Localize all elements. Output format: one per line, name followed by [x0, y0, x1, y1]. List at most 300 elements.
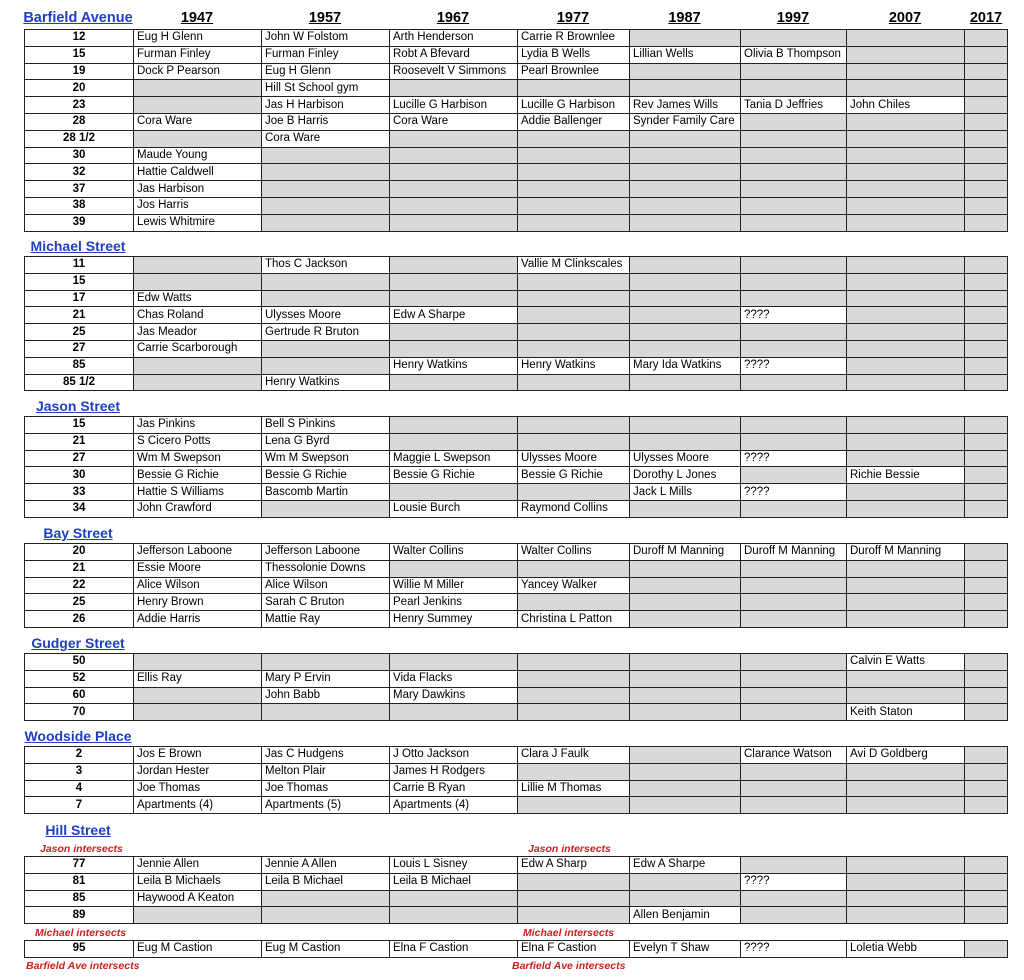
resident-cell — [518, 340, 630, 357]
resident-cell: Dorothy L Jones — [630, 467, 741, 484]
resident-cell — [630, 273, 741, 290]
resident-cell: Pearl Brownlee — [518, 63, 630, 80]
house-number-cell: 19 — [25, 63, 134, 80]
resident-cell: Jas Meador — [134, 324, 262, 341]
resident-cell — [134, 357, 262, 374]
house-number-cell: 39 — [25, 214, 134, 231]
table-row — [25, 164, 1008, 181]
house-number-cell: 15 — [25, 417, 134, 434]
year-header-1967: 1967 — [436, 10, 470, 26]
resident-cell — [847, 594, 965, 611]
resident-cell: Ellis Ray — [134, 670, 262, 687]
resident-cell — [741, 577, 847, 594]
resident-cell: Duroff M Manning — [741, 544, 847, 561]
resident-cell: Jefferson Laboone — [134, 544, 262, 561]
street-title-hill-street[interactable]: Hill Street — [45, 822, 111, 838]
resident-cell — [630, 797, 741, 814]
resident-cell: Apartments (5) — [262, 797, 390, 814]
year-header-1947: 1947 — [180, 10, 214, 26]
house-number-cell: 38 — [25, 197, 134, 214]
note-jason-intersects-left: Jason intersects — [40, 843, 123, 855]
resident-cell — [518, 670, 630, 687]
resident-cell — [630, 290, 741, 307]
resident-cell: Eug M Castion — [134, 941, 262, 958]
resident-cell — [965, 873, 1008, 890]
resident-cell: Evelyn T Shaw — [630, 941, 741, 958]
house-number-cell: 30 — [25, 147, 134, 164]
house-number-cell: 28 — [25, 113, 134, 130]
resident-cell — [630, 654, 741, 671]
table-row — [25, 63, 1008, 80]
street-title-gudger-street[interactable]: Gudger Street — [31, 635, 125, 651]
note-michael-intersects-right: Michael intersects — [523, 927, 615, 939]
hill-street-table — [24, 856, 1008, 924]
resident-cell: Thos C Jackson — [262, 257, 390, 274]
year-header-2017: 2017 — [969, 10, 1003, 26]
resident-cell — [518, 130, 630, 147]
resident-cell — [965, 130, 1008, 147]
resident-cell — [847, 290, 965, 307]
resident-cell — [518, 560, 630, 577]
resident-cell: Carrie R Brownlee — [518, 30, 630, 47]
resident-cell: Avi D Goldberg — [847, 747, 965, 764]
year-header-1957: 1957 — [308, 10, 342, 26]
table-row — [25, 890, 1008, 907]
resident-cell: John W Folstom — [262, 30, 390, 47]
resident-cell — [134, 273, 262, 290]
house-number-cell: 33 — [25, 484, 134, 501]
resident-cell: Vida Flacks — [390, 670, 518, 687]
table-row — [25, 450, 1008, 467]
resident-cell — [741, 214, 847, 231]
resident-cell — [965, 857, 1008, 874]
table-row — [25, 763, 1008, 780]
resident-cell — [847, 357, 965, 374]
resident-cell — [262, 197, 390, 214]
resident-cell — [847, 763, 965, 780]
resident-cell: Leila B Michaels — [134, 873, 262, 890]
resident-cell — [390, 374, 518, 391]
resident-cell — [390, 654, 518, 671]
resident-cell — [390, 214, 518, 231]
resident-cell — [965, 374, 1008, 391]
jason-street-table — [24, 416, 1008, 518]
resident-cell: Edw A Sharp — [518, 857, 630, 874]
resident-cell — [741, 560, 847, 577]
year-header-1977: 1977 — [556, 10, 590, 26]
resident-cell — [847, 30, 965, 47]
house-number-cell: 21 — [25, 433, 134, 450]
resident-cell — [965, 654, 1008, 671]
resident-cell — [965, 433, 1008, 450]
resident-cell: Essie Moore — [134, 560, 262, 577]
resident-cell — [518, 594, 630, 611]
resident-cell — [965, 484, 1008, 501]
resident-cell: Eug M Castion — [262, 941, 390, 958]
resident-cell — [847, 307, 965, 324]
resident-cell: Ulysses Moore — [630, 450, 741, 467]
house-number-cell: 17 — [25, 290, 134, 307]
resident-cell: Carrie Scarborough — [134, 340, 262, 357]
resident-cell — [847, 80, 965, 97]
resident-cell: Jos Harris — [134, 197, 262, 214]
resident-cell: Lewis Whitmire — [134, 214, 262, 231]
table-row — [25, 500, 1008, 517]
resident-cell — [847, 324, 965, 341]
resident-cell: Clarance Watson — [741, 747, 847, 764]
table-row — [25, 467, 1008, 484]
resident-cell — [965, 164, 1008, 181]
table-row — [25, 611, 1008, 628]
resident-cell: ???? — [741, 873, 847, 890]
resident-cell — [741, 324, 847, 341]
resident-cell — [630, 780, 741, 797]
house-number-cell: 27 — [25, 340, 134, 357]
resident-cell: Lucille G Harbison — [390, 97, 518, 114]
resident-cell: Cora Ware — [262, 130, 390, 147]
resident-cell — [741, 687, 847, 704]
resident-cell — [390, 324, 518, 341]
table-row — [25, 374, 1008, 391]
resident-cell — [630, 577, 741, 594]
resident-cell — [847, 797, 965, 814]
note-jason-intersects-right: Jason intersects — [528, 843, 611, 855]
resident-cell: Hattie Caldwell — [134, 164, 262, 181]
resident-cell: Lucille G Harbison — [518, 97, 630, 114]
resident-cell: Bessie G Richie — [518, 467, 630, 484]
house-number-cell: 11 — [25, 257, 134, 274]
resident-cell: Maude Young — [134, 147, 262, 164]
resident-cell — [134, 130, 262, 147]
resident-cell — [630, 63, 741, 80]
resident-cell — [741, 197, 847, 214]
resident-cell: Joe Thomas — [262, 780, 390, 797]
resident-cell — [390, 164, 518, 181]
resident-cell — [630, 340, 741, 357]
resident-cell — [965, 417, 1008, 434]
resident-cell — [965, 704, 1008, 721]
resident-cell — [262, 147, 390, 164]
resident-cell — [262, 704, 390, 721]
resident-cell — [741, 611, 847, 628]
resident-cell — [518, 907, 630, 924]
resident-cell — [741, 890, 847, 907]
resident-cell: Henry Brown — [134, 594, 262, 611]
resident-cell — [965, 890, 1008, 907]
resident-cell: Edw Watts — [134, 290, 262, 307]
resident-cell: Cora Ware — [134, 113, 262, 130]
resident-cell — [965, 97, 1008, 114]
table-row — [25, 80, 1008, 97]
resident-cell — [630, 417, 741, 434]
resident-cell — [741, 164, 847, 181]
table-row — [25, 97, 1008, 114]
resident-cell: Bell S Pinkins — [262, 417, 390, 434]
resident-cell — [518, 890, 630, 907]
resident-cell — [965, 941, 1008, 958]
resident-cell — [847, 890, 965, 907]
resident-cell — [134, 704, 262, 721]
resident-cell — [390, 417, 518, 434]
resident-cell — [847, 780, 965, 797]
resident-cell — [741, 654, 847, 671]
table-row — [25, 113, 1008, 130]
house-number-cell: 89 — [25, 907, 134, 924]
resident-cell — [262, 340, 390, 357]
resident-cell — [741, 30, 847, 47]
house-number-cell: 21 — [25, 307, 134, 324]
resident-cell: Loletia Webb — [847, 941, 965, 958]
resident-cell — [630, 704, 741, 721]
michael-street-table — [24, 256, 1008, 391]
resident-cell — [518, 307, 630, 324]
resident-cell: Roosevelt V Simmons — [390, 63, 518, 80]
resident-cell: Mattie Ray — [262, 611, 390, 628]
resident-cell — [262, 181, 390, 198]
resident-cell: Mary Ida Watkins — [630, 357, 741, 374]
resident-cell — [741, 273, 847, 290]
resident-cell — [262, 654, 390, 671]
resident-cell: Addie Ballenger — [518, 113, 630, 130]
resident-cell: Louis L Sisney — [390, 857, 518, 874]
resident-cell — [518, 763, 630, 780]
resident-cell: Dock P Pearson — [134, 63, 262, 80]
resident-cell — [741, 340, 847, 357]
resident-cell — [134, 257, 262, 274]
resident-cell — [630, 374, 741, 391]
resident-cell — [847, 611, 965, 628]
resident-cell — [847, 46, 965, 63]
house-number-cell: 81 — [25, 873, 134, 890]
hill-street-table — [24, 940, 1008, 958]
resident-cell — [847, 577, 965, 594]
table-row — [25, 214, 1008, 231]
table-row — [25, 907, 1008, 924]
resident-cell: Lydia B Wells — [518, 46, 630, 63]
year-header-2007: 2007 — [888, 10, 922, 26]
resident-cell: Henry Watkins — [518, 357, 630, 374]
table-row — [25, 594, 1008, 611]
table-row — [25, 670, 1008, 687]
resident-cell — [847, 197, 965, 214]
table-row — [25, 324, 1008, 341]
house-number-cell: 70 — [25, 704, 134, 721]
house-number-cell: 34 — [25, 500, 134, 517]
house-number-cell: 27 — [25, 450, 134, 467]
resident-cell: ???? — [741, 357, 847, 374]
table-row — [25, 654, 1008, 671]
resident-cell: Jack L Mills — [630, 484, 741, 501]
resident-cell — [630, 197, 741, 214]
resident-cell — [847, 257, 965, 274]
resident-cell — [847, 500, 965, 517]
resident-cell — [965, 197, 1008, 214]
resident-cell — [965, 670, 1008, 687]
resident-cell — [630, 30, 741, 47]
resident-cell: Addie Harris — [134, 611, 262, 628]
resident-cell — [390, 130, 518, 147]
resident-cell: Duroff M Manning — [847, 544, 965, 561]
resident-cell — [262, 164, 390, 181]
resident-cell: Cora Ware — [390, 113, 518, 130]
resident-cell — [965, 113, 1008, 130]
resident-cell — [518, 164, 630, 181]
resident-cell: Haywood A Keaton — [134, 890, 262, 907]
resident-cell — [965, 450, 1008, 467]
year-header-1997: 1997 — [776, 10, 810, 26]
resident-cell: Calvin E Watts — [847, 654, 965, 671]
house-number-cell: 20 — [25, 80, 134, 97]
resident-cell: Olivia B Thompson — [741, 46, 847, 63]
resident-cell — [390, 290, 518, 307]
resident-cell — [741, 80, 847, 97]
resident-cell: John Chiles — [847, 97, 965, 114]
resident-cell: Joe Thomas — [134, 780, 262, 797]
resident-cell: Lena G Byrd — [262, 433, 390, 450]
resident-cell — [518, 374, 630, 391]
resident-cell — [630, 164, 741, 181]
resident-cell — [965, 63, 1008, 80]
resident-cell: Hattie S Williams — [134, 484, 262, 501]
resident-cell — [630, 763, 741, 780]
resident-cell — [965, 467, 1008, 484]
resident-cell — [390, 181, 518, 198]
resident-cell — [965, 30, 1008, 47]
resident-cell: Lillian Wells — [630, 46, 741, 63]
house-number-cell: 15 — [25, 273, 134, 290]
table-row — [25, 257, 1008, 274]
resident-cell — [518, 324, 630, 341]
woodside-place-table — [24, 746, 1008, 814]
resident-cell — [262, 214, 390, 231]
resident-cell — [741, 467, 847, 484]
house-number-cell: 37 — [25, 181, 134, 198]
house-number-cell: 25 — [25, 324, 134, 341]
resident-cell — [741, 181, 847, 198]
resident-cell — [741, 704, 847, 721]
resident-cell — [847, 113, 965, 130]
resident-cell: ???? — [741, 307, 847, 324]
resident-cell: Willie M Miller — [390, 577, 518, 594]
resident-cell: Mary P Ervin — [262, 670, 390, 687]
resident-cell: Jordan Hester — [134, 763, 262, 780]
resident-cell: J Otto Jackson — [390, 747, 518, 764]
note-barfield-intersects-right: Barfield Ave intersects — [512, 960, 626, 972]
table-row — [25, 484, 1008, 501]
resident-cell: John Babb — [262, 687, 390, 704]
resident-cell — [518, 290, 630, 307]
resident-cell — [518, 797, 630, 814]
resident-cell — [518, 484, 630, 501]
table-row — [25, 544, 1008, 561]
resident-cell — [741, 670, 847, 687]
resident-cell: Yancey Walker — [518, 577, 630, 594]
resident-cell: ???? — [741, 484, 847, 501]
house-number-cell: 15 — [25, 46, 134, 63]
resident-cell — [965, 46, 1008, 63]
resident-cell: Henry Watkins — [390, 357, 518, 374]
street-title-woodside-place[interactable]: Woodside Place — [24, 728, 132, 744]
resident-cell: Furman Finley — [262, 46, 390, 63]
resident-cell: Chas Roland — [134, 307, 262, 324]
resident-cell — [518, 197, 630, 214]
house-number-cell: 22 — [25, 577, 134, 594]
resident-cell — [741, 63, 847, 80]
resident-cell — [518, 273, 630, 290]
resident-cell — [847, 873, 965, 890]
resident-cell — [965, 324, 1008, 341]
table-row — [25, 130, 1008, 147]
resident-cell — [965, 747, 1008, 764]
street-title-michael-street[interactable]: Michael Street — [30, 238, 126, 254]
resident-cell: Henry Watkins — [262, 374, 390, 391]
resident-cell — [847, 63, 965, 80]
house-number-cell: 7 — [25, 797, 134, 814]
house-number-cell: 85 1/2 — [25, 374, 134, 391]
resident-cell — [390, 704, 518, 721]
resident-cell — [847, 130, 965, 147]
house-number-cell: 12 — [25, 30, 134, 47]
resident-cell: Raymond Collins — [518, 500, 630, 517]
house-number-cell: 85 — [25, 357, 134, 374]
resident-cell — [390, 890, 518, 907]
resident-cell — [134, 374, 262, 391]
resident-cell — [741, 130, 847, 147]
resident-cell — [630, 130, 741, 147]
resident-cell — [847, 164, 965, 181]
resident-cell: Maggie L Swepson — [390, 450, 518, 467]
table-row — [25, 46, 1008, 63]
resident-cell: Jas C Hudgens — [262, 747, 390, 764]
resident-cell: S Cicero Potts — [134, 433, 262, 450]
resident-cell — [630, 747, 741, 764]
resident-cell — [390, 907, 518, 924]
resident-cell: Apartments (4) — [390, 797, 518, 814]
resident-cell — [847, 374, 965, 391]
resident-cell: Leila B Michael — [262, 873, 390, 890]
resident-cell — [741, 763, 847, 780]
resident-cell: Keith Staton — [847, 704, 965, 721]
resident-cell: Bessie G Richie — [134, 467, 262, 484]
resident-cell — [847, 670, 965, 687]
resident-cell: Mary Dawkins — [390, 687, 518, 704]
street-title-jason-street[interactable]: Jason Street — [35, 398, 121, 414]
resident-cell — [965, 147, 1008, 164]
resident-cell — [518, 80, 630, 97]
table-row — [25, 197, 1008, 214]
resident-cell — [965, 273, 1008, 290]
resident-cell: Elna F Castion — [518, 941, 630, 958]
resident-cell — [390, 484, 518, 501]
resident-cell — [518, 687, 630, 704]
resident-cell — [518, 147, 630, 164]
house-number-cell: 2 — [25, 747, 134, 764]
table-row — [25, 433, 1008, 450]
resident-cell: Alice Wilson — [262, 577, 390, 594]
resident-cell — [630, 560, 741, 577]
resident-cell — [965, 780, 1008, 797]
resident-cell — [741, 147, 847, 164]
house-number-cell: 23 — [25, 97, 134, 114]
resident-cell: Elna F Castion — [390, 941, 518, 958]
resident-cell: Robt A Bfevard — [390, 46, 518, 63]
street-title-barfield-avenue[interactable]: Barfield Avenue — [23, 10, 133, 26]
table-row — [25, 687, 1008, 704]
resident-cell — [630, 433, 741, 450]
resident-cell: Vallie M Clinkscales — [518, 257, 630, 274]
street-title-bay-street[interactable]: Bay Street — [43, 525, 113, 541]
resident-cell — [630, 594, 741, 611]
